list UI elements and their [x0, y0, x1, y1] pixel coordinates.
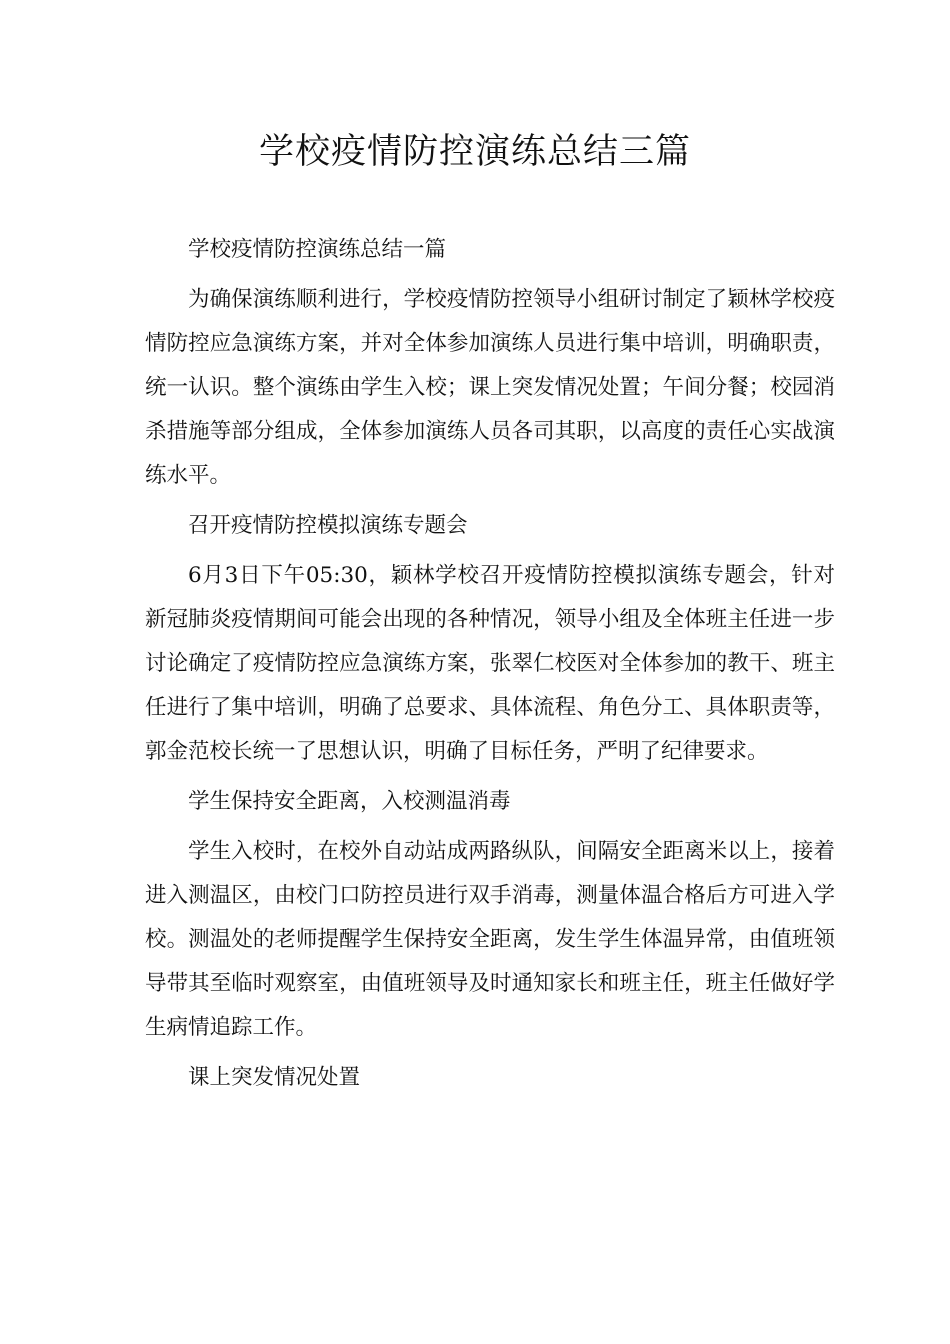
- document-title: 学校疫情防控演练总结三篇: [258, 132, 691, 172]
- section-heading-school-entry: 学生保持安全距离，入校测温消毒: [188, 789, 511, 814]
- section-heading-summary-one: 学校疫情防控演练总结一篇: [188, 237, 447, 262]
- document-body: [145, 228, 835, 1106]
- paragraph-school-entry: 学生入校时，在校外自动站成两路纵队，间隔安全距离米以上，接着进入测温区，由校门口防控员进行双手消毒，测量体温合格后方可进入学校。测温处的老师提醒学生保持安全距离，发生学生体温异常，由值班领导带其至临时观察室，由值班领导及时通知家长和班主任，班主任做好学生病情追踪工作。: [145, 839, 835, 1040]
- paragraph-special-meeting: 6月3日下午05:30，颖林学校召开疫情防控模拟演练专题会，针对新冠肺炎疫情期间可能会出现的各种情况，领导小组及全体班主任进一步讨论确定了疫情防控应急演练方案，张翠仁校医对全体参加的教干、班主任进行了集中培训，明确了总要求、具体流程、角色分工、具体职责等，郭金范校长统一了思想认识，明确了目标任务，严明了纪律要求。: [145, 563, 835, 764]
- paragraph-drill-preparation: 为确保演练顺利进行，学校疫情防控领导小组研讨制定了颖林学校疫情防控应急演练方案，并对全体参加演练人员进行集中培训，明确职责，统一认识。整个演练由学生入校；课上突发情况处置；午间分餐；校园消杀措施等部分组成，全体参加演练人员各司其职，以高度的责任心实战演练水平。: [145, 287, 835, 488]
- section-heading-class-emergency: 课上突发情况处置: [188, 1065, 361, 1090]
- section-heading-special-meeting: 召开疫情防控模拟演练专题会: [188, 513, 468, 538]
